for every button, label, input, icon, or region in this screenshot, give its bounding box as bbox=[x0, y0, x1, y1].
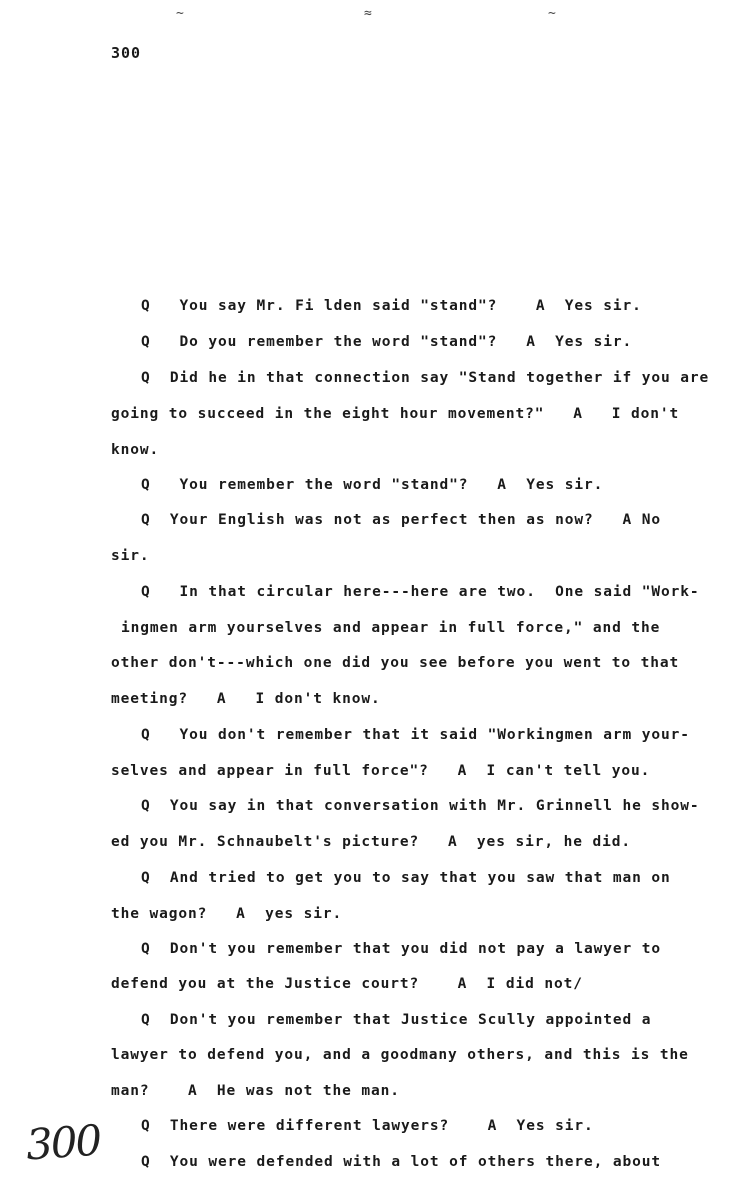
transcript-line: defend you at the Justice court? A I did not/ bbox=[111, 976, 583, 992]
transcript-line: Q Did he in that connection say "Stand together if you are bbox=[141, 370, 710, 386]
transcript-line: Q There were different lawyers? A Yes sir. bbox=[141, 1118, 594, 1134]
top-mark: ≈ bbox=[364, 6, 372, 21]
transcript-line: ingmen arm yourselves and appear in full force," and the bbox=[121, 620, 661, 636]
transcript-line: Q Do you remember the word "stand"? A Yes sir. bbox=[141, 334, 633, 350]
top-mark: ~ bbox=[176, 6, 184, 21]
page-number: 300 bbox=[111, 44, 142, 62]
transcript-line: other don't---which one did you see before you went to that bbox=[111, 655, 680, 671]
transcript-line: Q Don't you remember that you did not pay a lawyer to bbox=[141, 941, 662, 957]
transcript-line: Q You don't remember that it said "Workingmen arm your- bbox=[141, 727, 690, 743]
transcript-line: ed you Mr. Schnaubelt's picture? A yes sir, he did. bbox=[111, 834, 632, 850]
transcript-line: Q Your English was not as perfect then as now? A No bbox=[141, 512, 662, 528]
transcript-line: Q Don't you remember that Justice Scully appointed a bbox=[141, 1012, 652, 1028]
top-mark: ~ bbox=[548, 6, 556, 21]
transcript-line: Q In that circular here---here are two. One said "Work- bbox=[141, 584, 700, 600]
transcript-line: Q You were defended with a lot of others there, about bbox=[141, 1154, 662, 1170]
transcript-line: sir. bbox=[111, 548, 150, 564]
transcript-line: Q You remember the word "stand"? A Yes sir. bbox=[141, 477, 604, 493]
handwritten-page-number: 300 bbox=[24, 1115, 102, 1170]
transcript-line: lawyer to defend you, and a goodmany others, and this is the bbox=[111, 1047, 689, 1063]
transcript-line: going to succeed in the eight hour movement?" A I don't bbox=[111, 406, 680, 422]
transcript-line: meeting? A I don't know. bbox=[111, 691, 381, 707]
transcript-line: know. bbox=[111, 442, 160, 458]
transcript-line: the wagon? A yes sir. bbox=[111, 906, 343, 922]
transcript-line: Q You say in that conversation with Mr. Grinnell he show- bbox=[141, 798, 700, 814]
transcript-line: selves and appear in full force"? A I can't tell you. bbox=[111, 763, 651, 779]
transcript-line: man? A He was not the man. bbox=[111, 1083, 400, 1099]
transcript-line: Q You say Mr. Fi lden said "stand"? A Yes sir. bbox=[141, 298, 642, 314]
transcript-line: Q And tried to get you to say that you saw that man on bbox=[141, 870, 671, 886]
